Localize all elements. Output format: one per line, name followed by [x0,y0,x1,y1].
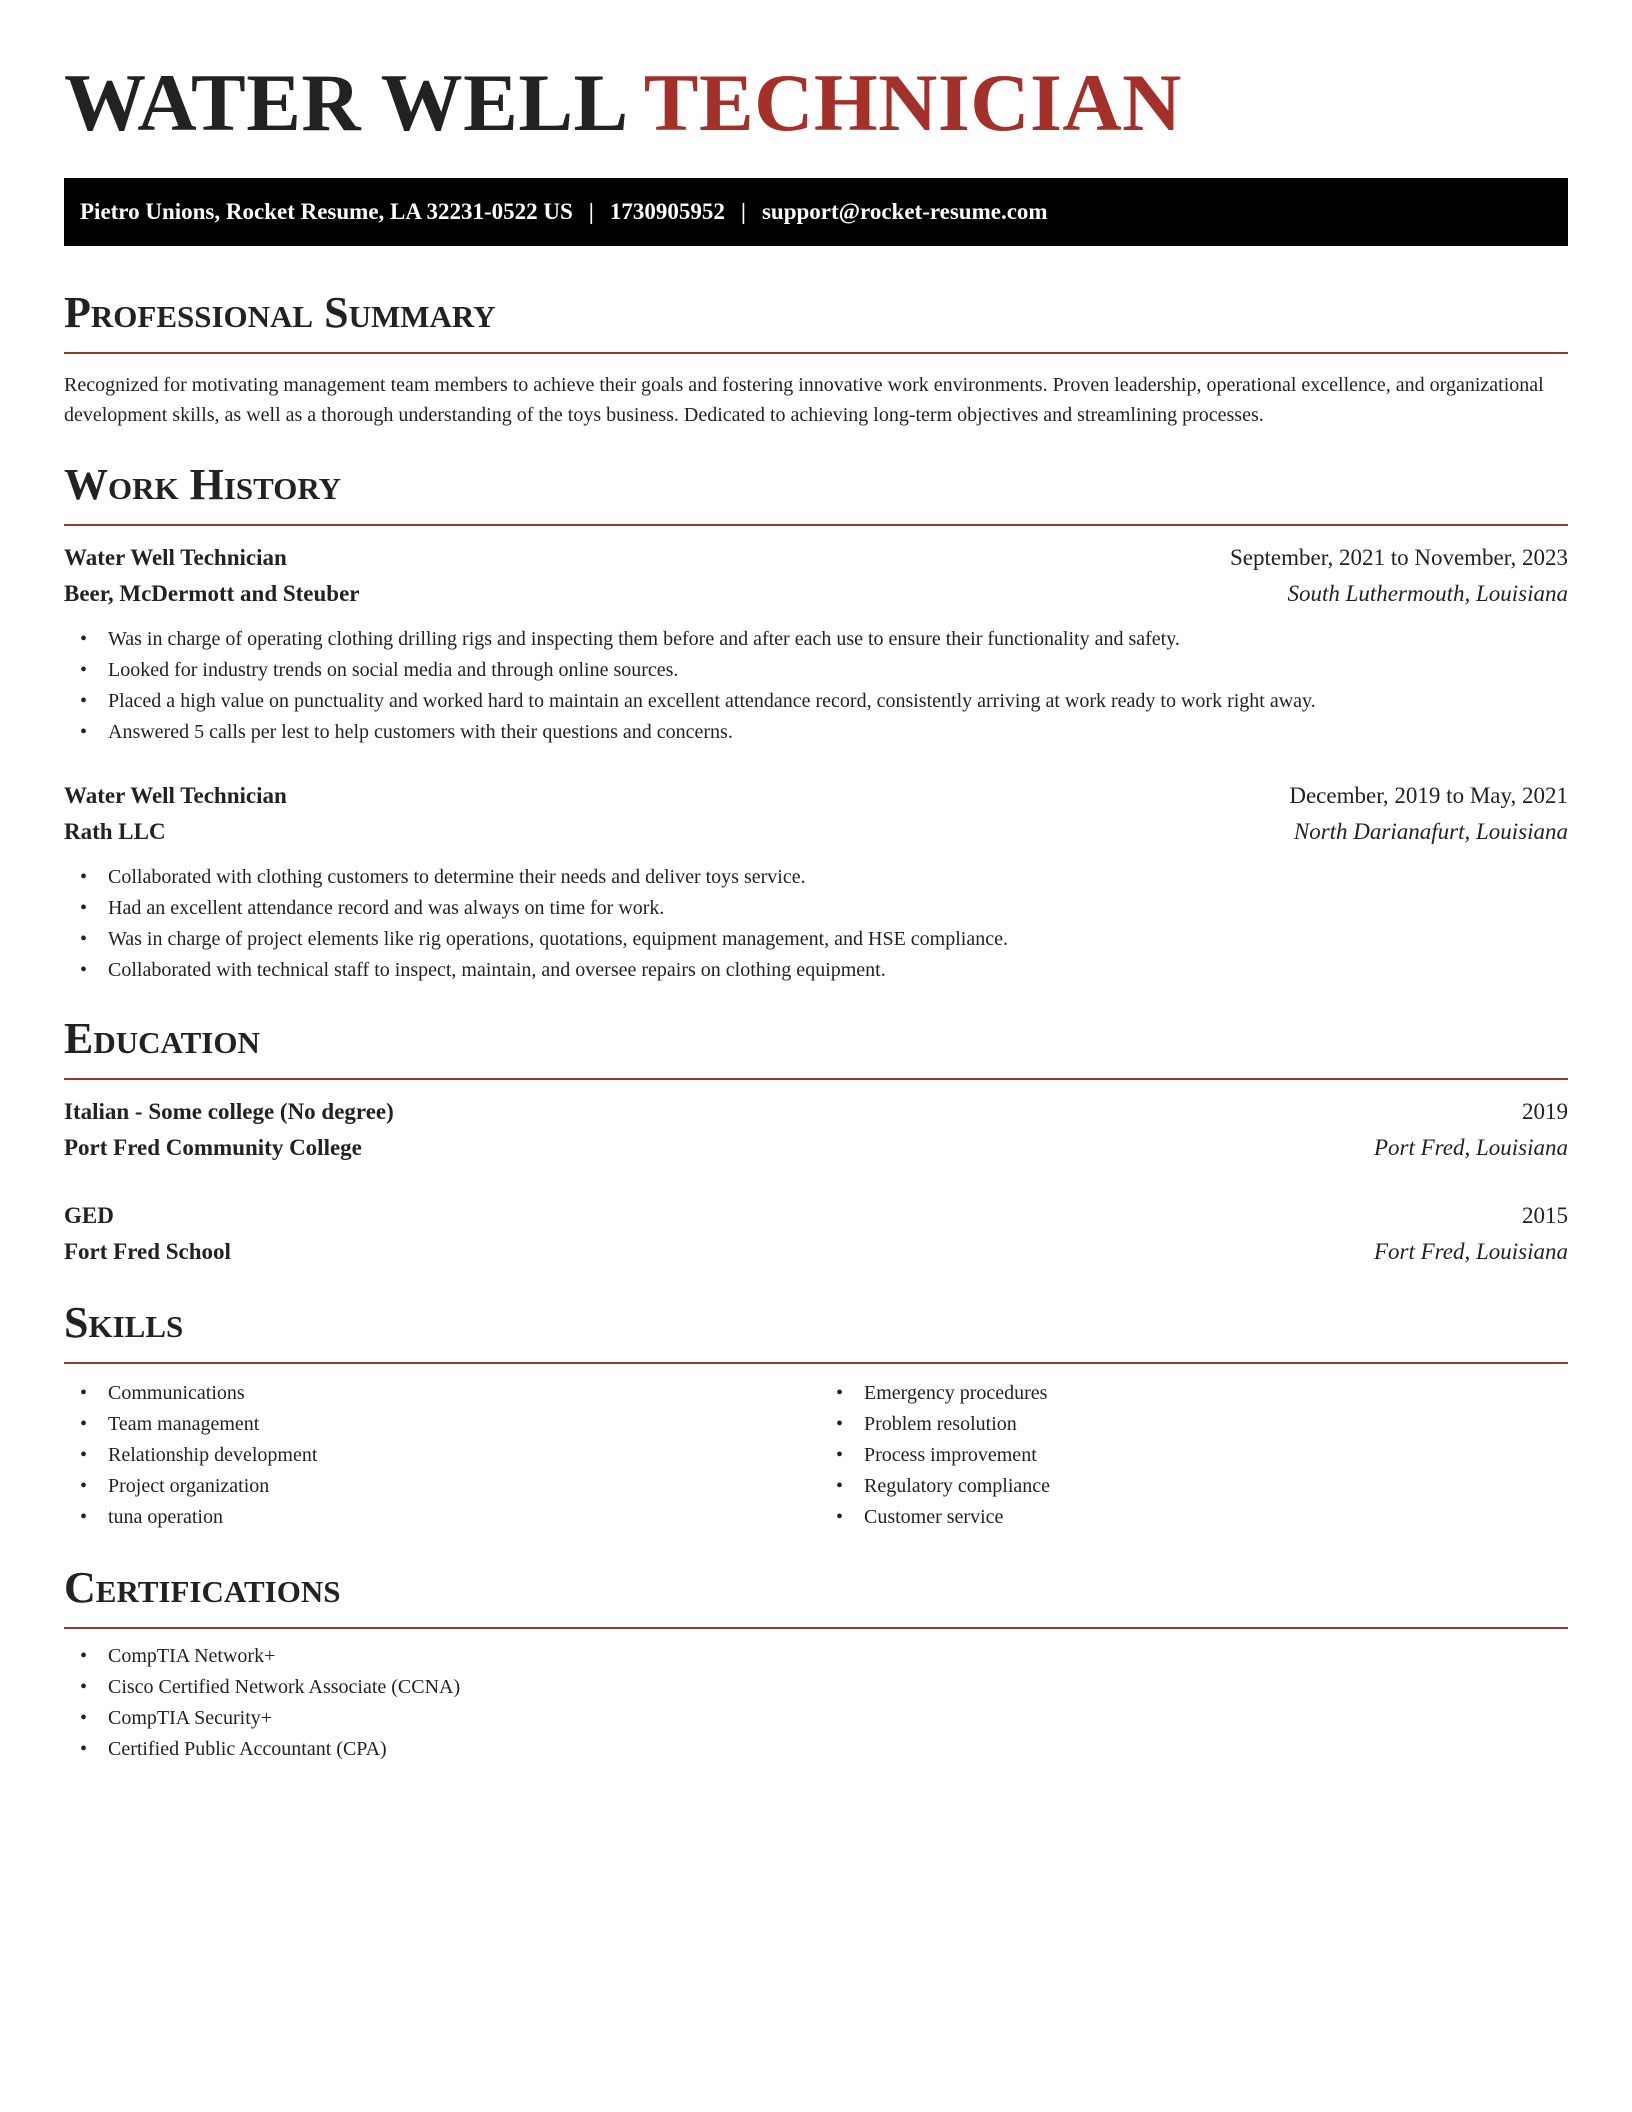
school-name: Port Fred Community College [64,1135,362,1160]
education-entry [64,1198,1568,1270]
skills-list-left [64,1378,816,1533]
section-heading-education: Education [64,1014,1568,1080]
title-part-1: WATER WELL [64,57,625,148]
section-heading-work-history: Work History [64,460,1568,526]
work-entry-header [64,540,1568,576]
section-heading-certifications: Certifications [64,1563,1568,1629]
work-entry-subheader [64,814,1568,850]
contact-separator: | [740,199,746,224]
contact-separator: | [588,199,594,224]
skill-item: • tuna operation [80,1502,816,1533]
resume-title [64,0,1568,148]
skill-item: • Process improvement [836,1440,1568,1471]
work-entry-header [64,778,1568,814]
certifications-list [64,1641,1568,1765]
skill-item: • Regulatory compliance [836,1471,1568,1502]
job-dates: September, 2021 to November, 2023 [1230,545,1568,570]
contact-email[interactable]: support@rocket-resume.com [761,199,1048,224]
job-bullet: • Collaborated with clothing customers to determine their needs and deliver toys service. [80,862,1568,893]
section-heading-skills: Skills [64,1298,1568,1364]
education-entry-subheader [64,1130,1568,1166]
job-bullet: • Looked for industry trends on social media and through online sources. [80,655,1568,686]
certification-item: • CompTIA Network+ [80,1641,1568,1672]
work-entry [64,778,1568,986]
company-name: Beer, McDermott and Steuber [64,581,360,606]
title-part-2: TECHNICIAN [643,57,1182,148]
job-title: Water Well Technician [64,545,287,570]
degree-name: GED [64,1203,114,1228]
job-bullet: • Was in charge of project elements like rig operations, quotations, equipment management, and HSE compliance. [80,924,1568,955]
skill-item: • Communications [80,1378,816,1409]
education-entry-subheader [64,1234,1568,1270]
certification-item: • Cisco Certified Network Associate (CCNA) [80,1672,1568,1703]
job-bullet: • Placed a high value on punctuality and worked hard to maintain an excellent attendance record, consistently arriving at work ready to work right away. [80,686,1568,717]
job-dates: December, 2019 to May, 2021 [1289,783,1568,808]
education-year: 2015 [1522,1203,1568,1228]
education-entry [64,1094,1568,1166]
certification-item: • CompTIA Security+ [80,1703,1568,1734]
company-name: Rath LLC [64,819,166,844]
degree-name: Italian - Some college (No degree) [64,1099,394,1124]
skill-item: • Customer service [836,1502,1568,1533]
skill-item: • Emergency procedures [836,1378,1568,1409]
job-location: North Darianafurt, Louisiana [1293,819,1568,844]
education-entry-header [64,1094,1568,1130]
skills-list-right [816,1378,1568,1533]
school-location: Fort Fred, Louisiana [1373,1239,1568,1264]
job-bullet-list [64,862,1568,986]
skill-item: • Relationship development [80,1440,816,1471]
job-title: Water Well Technician [64,783,287,808]
school-name: Fort Fred School [64,1239,231,1264]
contact-bar [64,178,1568,246]
contact-phone[interactable]: 1730905952 [609,199,725,224]
job-bullet: • Was in charge of operating clothing drilling rigs and inspecting them before and after each use to ensure their functionality and safety. [80,624,1568,655]
job-bullet-list [64,624,1568,748]
skill-item: • Problem resolution [836,1409,1568,1440]
certification-item: • Certified Public Accountant (CPA) [80,1734,1568,1765]
job-bullet: • Answered 5 calls per lest to help customers with their questions and concerns. [80,717,1568,748]
education-entry-header [64,1198,1568,1234]
contact-address: Pietro Unions, Rocket Resume, LA 32231-0522 US [80,199,573,224]
school-location: Port Fred, Louisiana [1373,1135,1568,1160]
skills-columns [64,1378,1568,1533]
job-bullet: • Had an excellent attendance record and was always on time for work. [80,893,1568,924]
skill-item: • Project organization [80,1471,816,1502]
work-entry [64,540,1568,748]
education-year: 2019 [1522,1099,1568,1124]
skill-item: • Team management [80,1409,816,1440]
section-heading-summary: Professional Summary [64,288,1568,354]
job-location: South Luthermouth, Louisiana [1287,581,1568,606]
summary-text: Recognized for motivating management team members to achieve their goals and fostering innovative work environments. Proven leadership, operational excellence, and organizational development skills, as well as a thorough understanding of the toys business. Dedicated to achieving long-term objectives and streamlining processes. [64,374,1544,426]
job-bullet: • Collaborated with technical staff to inspect, maintain, and oversee repairs on clothing equipment. [80,955,1568,986]
work-entry-subheader [64,576,1568,612]
